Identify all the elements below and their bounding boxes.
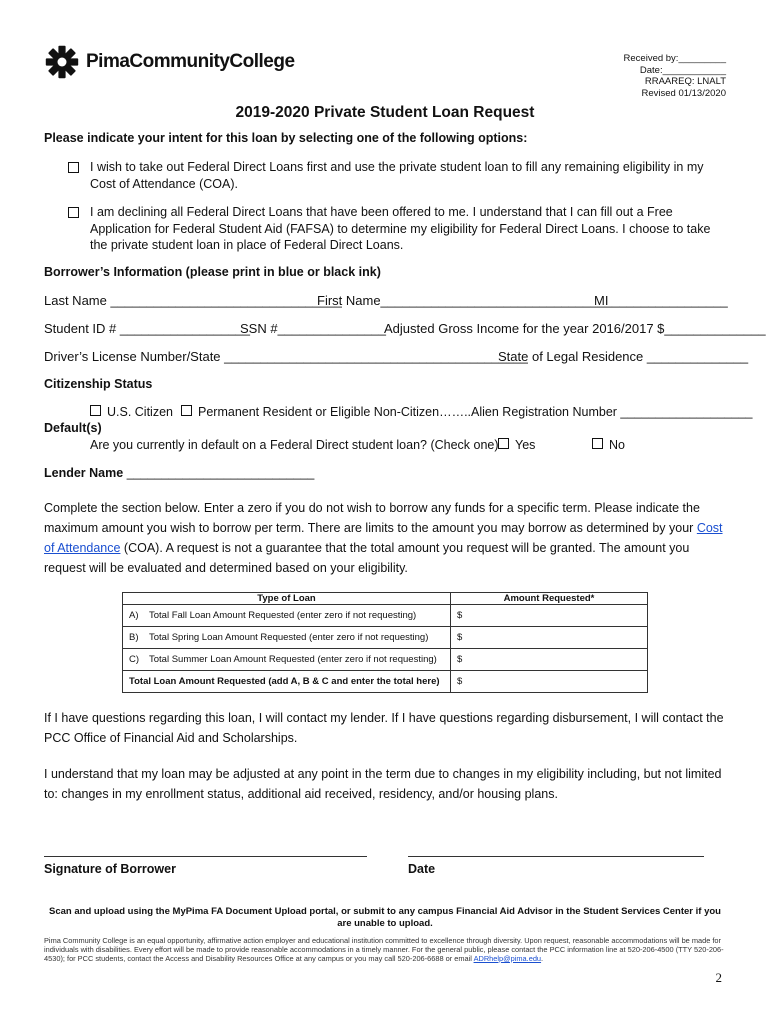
default-yes-label: Yes [515,438,536,452]
last-name-field[interactable]: Last Name ________________________________ [44,293,342,308]
us-citizen-label: U.S. Citizen [107,405,173,419]
spring-amount-input[interactable]: $ [451,627,648,649]
row-label: Total Summer Loan Amount Requested (enter zero if not requesting) [149,654,437,665]
row-letter: A) [129,610,139,621]
table-row [123,649,648,671]
intent-option-1 [90,159,730,192]
defaults-heading: Default(s) [44,421,102,435]
student-id-field[interactable]: Student ID # __________________ [44,321,251,336]
table-row [123,605,648,627]
equal-opportunity-statement [44,936,724,963]
cost-of-attendance-link[interactable]: Cost of Attendance [44,521,723,555]
agi-field[interactable]: Adjusted Gross Income for the year 2016/2017 $______________ [384,321,766,336]
loan-amount-table [122,592,648,693]
lender-label: Lender Name [44,466,124,480]
borrower-heading: Borrower’s Information (please print in blue or black ink) [44,265,381,279]
received-by: Received by:_________ [623,53,726,64]
col-type-of-loan: Type of Loan [123,593,451,605]
signature-line[interactable] [44,856,367,857]
adr-email-link[interactable]: ADRhelp@pima.edu [473,954,542,963]
college-name: PimaCommunityCollege [86,51,295,72]
default-no-label: No [609,438,625,452]
fine-print-text: Pima Community College is an equal opportunity, affirmative action employer and educational institution committed to excellence through diversity. Upon request, reasonable accommodations will be made for individuals with disabilities. Every effort will be made to provide reasonable accommodations in a timely manner. For the general public, please contact the PCC information line at 520-206-4500 (TTY 520-206-4530); for PCC students, contact the Access and Disability Resources Office at any campus or you may call 520-206-6688 or email [44,936,724,963]
col-amount-requested: Amount Requested* [451,593,648,605]
license-field[interactable]: Driver’s License Number/State __________________________________________ [44,349,528,364]
fall-amount-input[interactable]: $ [451,605,648,627]
residence-field[interactable]: State of Legal Residence ______________ [498,349,749,364]
total-amount-input[interactable]: $ [451,671,648,693]
pima-logo-icon [44,44,80,80]
lender-row [44,466,314,480]
loan-type-cell [123,649,451,671]
form-title: 2019-2020 Private Student Loan Request [235,104,535,121]
summer-amount-input[interactable]: $ [451,649,648,671]
revised-date: Revised 01/13/2020 [641,87,726,99]
fine-print-end: . [541,954,544,963]
permanent-resident-option [181,405,753,419]
option-1-checkbox[interactable] [68,162,79,173]
intent-option-2 [90,204,730,254]
permanent-resident-checkbox[interactable] [181,405,192,416]
ssn-field[interactable]: SSN #_______________ [240,321,387,336]
questions-paragraph: If I have questions regarding this loan, I will contact my lender. If I have questions regarding disbursement, I will contact the PCC Office of Financial Aid and Scholarships. [44,711,724,745]
default-yes-option [498,438,535,452]
default-question: Are you currently in default on a Federal Direct student loan? (Check one) [90,438,499,452]
us-citizen-checkbox[interactable] [90,405,101,416]
instructions-part-1: Complete the section below. Enter a zero if you do not wish to borrow any funds for a specific term. Please indicate the maximum amount you wish to borrow per term. There are limits to the amount you may borrow as determined by your [44,501,700,535]
office-use-block [624,53,726,99]
lender-field[interactable]: ___________________________ [126,466,315,480]
signature-label: Signature of Borrower [44,862,176,876]
first-name-field[interactable]: First Name________________________________ [317,293,612,308]
table-row [123,627,648,649]
form-code: RRAAREQ: LNALT [644,76,726,87]
permanent-resident-label: Permanent Resident or Eligible Non-Citizen……..Alien Registration Number ___________________ [198,405,753,419]
option-2-checkbox[interactable] [68,207,79,218]
loan-type-cell [123,605,451,627]
total-label: Total Loan Amount Requested (add A, B & C and enter the total here) [123,671,451,693]
college-logo [44,44,295,80]
instructions-part-2: (COA). A request is not a guarantee that the total amount you request will be granted. The amount you request will be evaluated and determined based on your eligibility. [44,541,690,575]
loan-type-cell [123,627,451,649]
row-label: Total Fall Loan Amount Requested (enter zero if not requesting) [149,610,417,621]
page-number: 2 [715,970,722,985]
mi-field[interactable]: MI ________________ [594,293,728,308]
table-row-total [123,671,648,693]
option-1-text: I wish to take out Federal Direct Loans first and use the private student loan to fill any remaining eligibility in my Cost of Attendance (COA). [90,160,704,191]
citizenship-heading: Citizenship Status [44,377,153,391]
row-label: Total Spring Loan Amount Requested (enter zero if not requesting) [149,632,429,643]
row-letter: B) [129,632,139,643]
default-no-option [592,438,625,452]
option-2-text: I am declining all Federal Direct Loans that have been offered to me. I understand that I can fill out a Free Application for Federal Student Aid (FAFSA) to determine my eligibility for Federal Direct Loans. I choose to take the private student loan in place of Federal Direct Loans. [90,205,711,252]
adjustment-paragraph: I understand that my loan may be adjusted at any point in the term due to changes in my eligibility including, but not limited to: changes in my enrollment status, additional aid received, residency, and/or housing plans. [44,767,722,801]
intent-heading: Please indicate your intent for this loan by selecting one of the following options: [44,131,528,145]
instructions-paragraph [44,498,729,578]
row-letter: C) [129,654,140,665]
date-label: Date [408,862,436,876]
default-yes-checkbox[interactable] [498,438,509,449]
default-no-checkbox[interactable] [592,438,603,449]
received-date: Date:____________ [639,64,726,76]
scan-upload-instructions: Scan and upload using the MyPima FA Document Upload portal, or submit to any campus Financial Aid Advisor in the Student Services Center if you are unable to upload. [49,906,721,929]
date-line[interactable] [408,856,704,857]
us-citizen-option [90,405,173,419]
